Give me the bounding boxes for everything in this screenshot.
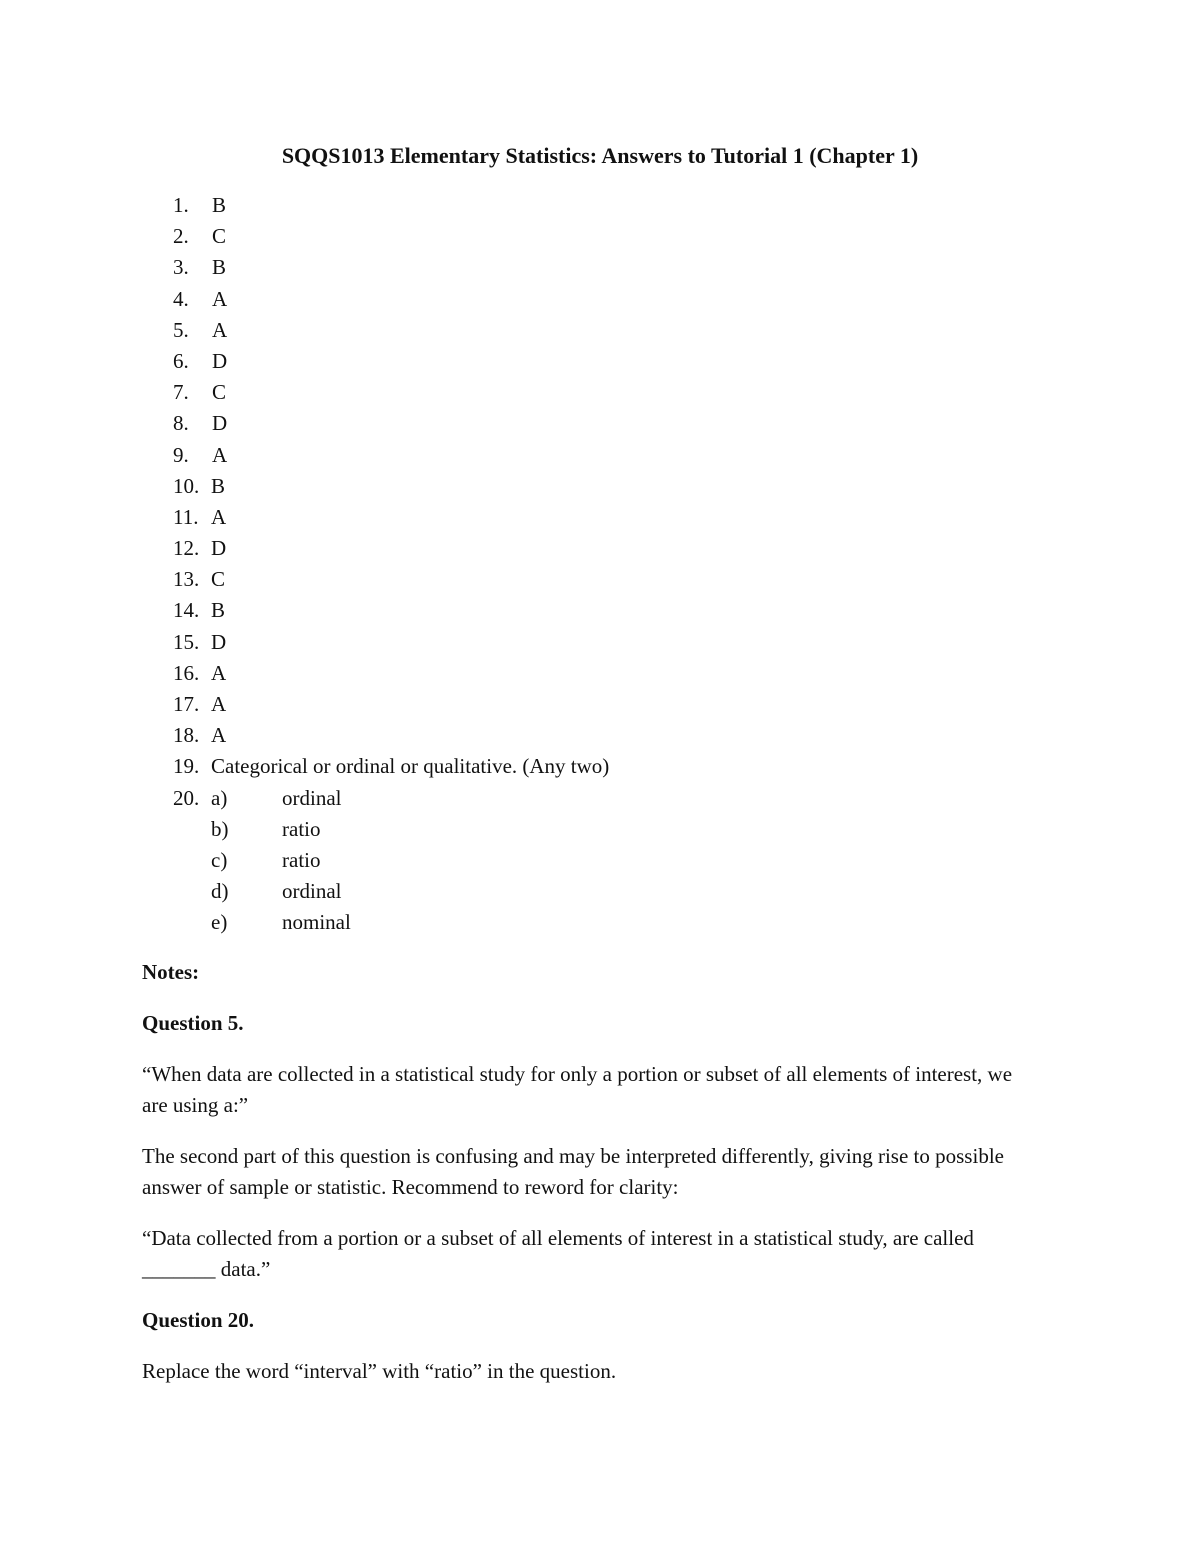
question-20-part [173,783,609,814]
item-answer: A [212,442,228,467]
item-number: 14. [173,598,200,623]
list-item [173,408,609,439]
item-answer: A [212,286,228,311]
item-answer: Categorical or ordinal or qualitative. (Any two) [211,754,610,779]
item-number: 16. [173,660,200,685]
item-answer: D [212,411,228,436]
part-letter: e) [211,909,228,934]
item-answer: C [212,224,227,249]
item-number: 6. [173,348,189,373]
list-item [173,627,609,658]
question-20-part [173,907,609,938]
item-number: 5. [173,317,189,342]
answer-list [173,190,609,938]
item-number: 15. [173,629,200,654]
item-answer: B [212,255,227,280]
item-answer: A [212,317,228,342]
item-number: 9. [173,442,189,467]
list-item [173,346,609,377]
list-item [173,190,609,221]
part-letter: d) [211,878,229,903]
item-number: 4. [173,286,189,311]
question-5-heading: Question 5. [142,1011,244,1035]
item-number: 19. [173,754,200,779]
item-number: 7. [173,380,189,405]
list-item [173,315,609,346]
item-number: 8. [173,411,189,436]
list-item [173,440,609,471]
part-answer: ratio [282,847,321,872]
item-answer: D [212,348,228,373]
part-answer: ratio [282,816,321,841]
item-number: 10. [173,473,200,498]
list-item [173,471,609,502]
item-number: 11. [173,504,199,529]
question-20-heading: Question 20. [142,1308,255,1332]
item-answer: A [211,723,227,748]
notes-heading: Notes: [142,960,200,984]
list-item [173,720,609,751]
question-20-part [173,845,609,876]
item-answer: B [211,598,226,623]
list-item [173,502,609,533]
list-item [173,221,609,252]
item-number: 2. [173,224,189,249]
item-number: 20. [173,785,200,810]
item-number: 1. [173,193,189,217]
question-20-part [173,876,609,907]
part-letter: c) [211,847,228,872]
item-number: 17. [173,692,200,716]
list-item [173,284,609,315]
item-answer: D [211,536,227,561]
question-5-quote: “When data are collected in a statistical study for only a portion or subset of all elements of interest, we are using a:” [142,1062,1013,1117]
item-answer: B [212,193,227,217]
item-answer: A [211,504,227,529]
item-number: 18. [173,723,200,748]
item-answer: A [211,692,227,716]
question-5-reworded: “Data collected from a portion or a subset of all elements of interest in a statistical study, are called _______ data.” [142,1226,974,1281]
item-answer: C [212,380,227,405]
item-answer: C [211,567,226,592]
part-letter: a) [211,785,228,810]
part-answer: ordinal [282,878,342,903]
item-number: 13. [173,567,200,592]
question-20-note: Replace the word “interval” with “ratio” in the question. [142,1359,617,1383]
item-answer: D [211,629,227,654]
list-item [173,658,609,689]
item-answer: A [211,660,227,685]
list-item [173,751,609,782]
part-answer: nominal [282,909,351,934]
page-title: SQQS1013 Elementary Statistics: Answers to Tutorial 1 (Chapter 1) [281,143,919,168]
list-item [173,564,609,595]
item-number: 12. [173,536,200,561]
item-number: 3. [173,255,189,280]
part-letter: b) [211,816,229,841]
question-5-comment: The second part of this question is confusing and may be interpreted differently, giving rise to possible answer of sample or statistic. Recommend to reword for clarity: [142,1144,1004,1199]
part-answer: ordinal [282,785,342,810]
list-item [173,689,609,720]
list-item [173,533,609,564]
list-item [173,252,609,283]
item-answer: B [211,473,226,498]
question-20-part [173,814,609,845]
list-item [173,595,609,626]
list-item [173,377,609,408]
